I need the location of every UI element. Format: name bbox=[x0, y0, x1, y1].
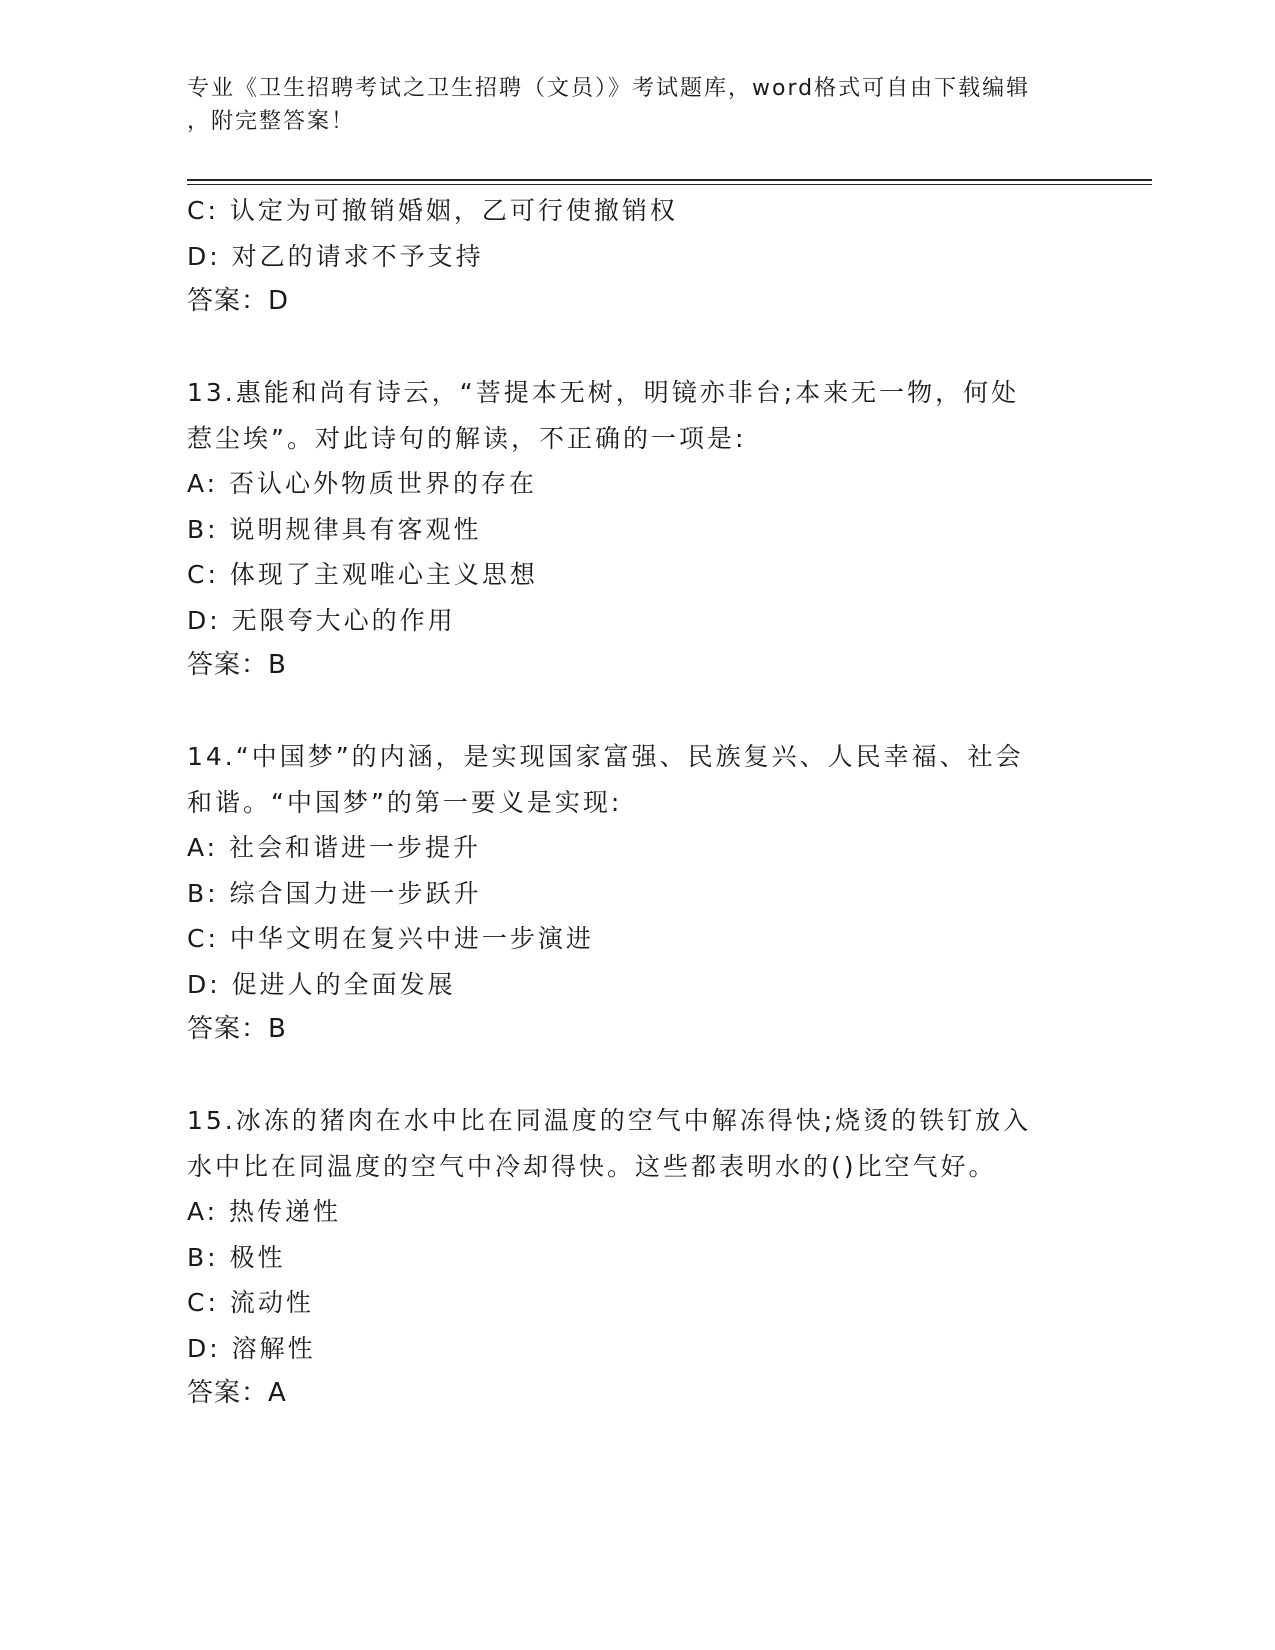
option-b: B: 说明规律具有客观性 bbox=[187, 514, 482, 544]
option-d: D: 促进人的全面发展 bbox=[187, 969, 456, 999]
option-d: D: 无限夸大心的作用 bbox=[187, 605, 456, 635]
document-header bbox=[187, 72, 1067, 138]
question-14 bbox=[187, 734, 1087, 1053]
option-c: C: 中华文明在复兴中进一步演进 bbox=[187, 924, 594, 953]
option-b: B: 极性 bbox=[187, 1242, 286, 1272]
question-stem-line: 14.“中国梦”的内涵，是实现国家富强、民族复兴、人民幸福、社会 bbox=[187, 742, 1024, 771]
question-12-tail bbox=[187, 188, 1087, 325]
option-c: C: 体现了主观唯心主义思想 bbox=[187, 560, 538, 589]
question-list bbox=[187, 188, 1087, 1417]
header-divider-bottom bbox=[187, 184, 1152, 185]
question-13 bbox=[187, 370, 1087, 689]
spacer bbox=[187, 1053, 1087, 1099]
option-a: A: 热传递性 bbox=[187, 1197, 342, 1226]
spacer bbox=[187, 689, 1087, 735]
answer: 答案：B bbox=[187, 1014, 287, 1044]
option-d: D: 溶解性 bbox=[187, 1333, 316, 1363]
answer: 答案：B bbox=[187, 650, 287, 680]
question-stem-line: 和谐。“中国梦”的第一要义是实现: bbox=[187, 787, 623, 817]
header-line-2: ，附完整答案！ bbox=[187, 109, 356, 134]
option-c: C: 流动性 bbox=[187, 1288, 314, 1317]
answer: 答案：D bbox=[187, 286, 290, 316]
header-line-1: 专业《卫生招聘考试之卫生招聘（文员）》考试题库，word格式可自由下载编辑 bbox=[187, 76, 1031, 101]
question-15 bbox=[187, 1098, 1087, 1417]
answer: 答案：A bbox=[187, 1378, 287, 1408]
question-stem-line: 惹尘埃”。对此诗句的解读，不正确的一项是: bbox=[187, 423, 747, 453]
option-d: D: 对乙的请求不予支持 bbox=[187, 241, 484, 271]
header-divider-top bbox=[187, 179, 1152, 181]
spacer bbox=[187, 325, 1087, 371]
option-a: A: 否认心外物质世界的存在 bbox=[187, 469, 538, 498]
question-stem-line: 13.惠能和尚有诗云，“菩提本无树，明镜亦非台;本来无一物，何处 bbox=[187, 378, 1020, 407]
question-stem-line: 水中比在同温度的空气中冷却得快。这些都表明水的()比空气好。 bbox=[187, 1151, 997, 1181]
option-a: A: 社会和谐进一步提升 bbox=[187, 833, 482, 862]
option-b: B: 综合国力进一步跃升 bbox=[187, 878, 482, 908]
option-c: C: 认定为可撤销婚姻，乙可行使撤销权 bbox=[187, 196, 678, 225]
question-stem-line: 15.冰冻的猪肉在水中比在同温度的空气中解冻得快;烧烫的铁钉放入 bbox=[187, 1106, 1032, 1135]
